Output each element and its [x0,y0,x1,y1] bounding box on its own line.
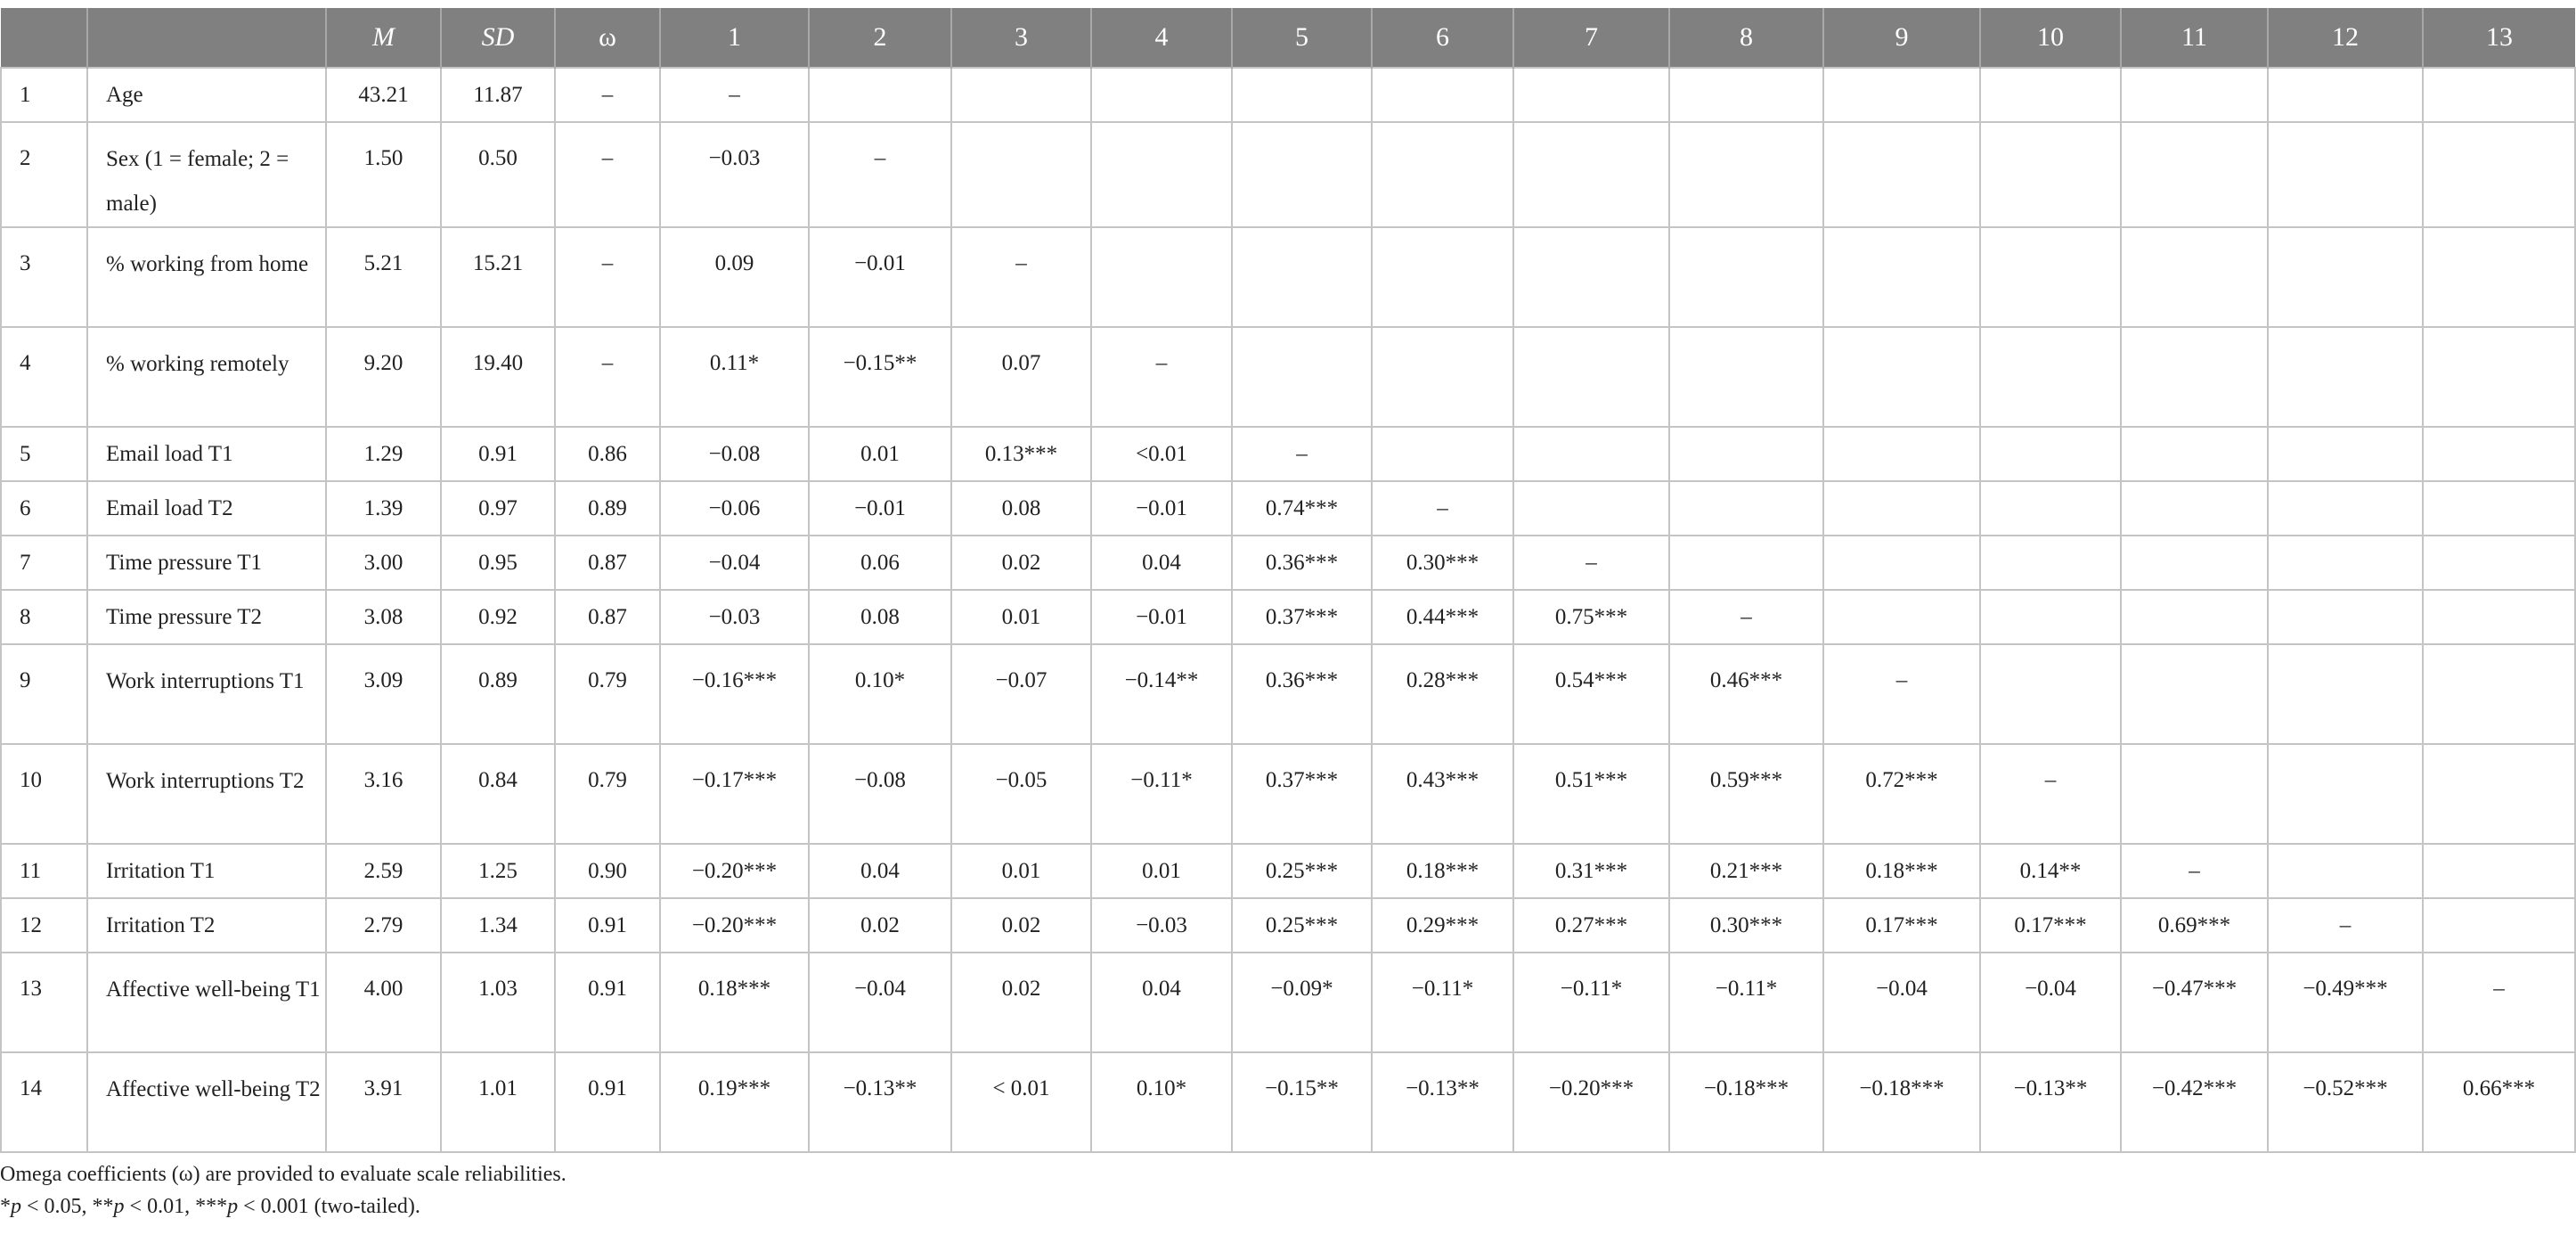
correlation-cell: −0.01 [1091,590,1232,644]
correlation-cell [2121,644,2268,744]
correlation-cell [2268,481,2423,536]
correlation-cell [2423,427,2575,481]
correlation-cell: −0.13** [1980,1052,2121,1152]
correlation-cell: 0.29*** [1372,898,1513,953]
mean-cell: 2.59 [326,844,441,898]
correlation-cell [1980,644,2121,744]
correlation-cell [2423,227,2575,327]
correlation-table [0,8,2576,1153]
correlation-cell: 0.17*** [1823,898,1980,953]
correlation-cell: 0.72*** [1823,744,1980,844]
mean-cell: 1.39 [326,481,441,536]
correlation-cell: – [2423,953,2575,1052]
correlation-cell: −0.16*** [660,644,809,744]
table-row [1,227,2575,327]
mean-cell: 43.21 [326,68,441,122]
table-row [1,953,2575,1052]
table-row [1,122,2575,227]
correlation-cell: 0.06 [809,536,951,590]
omega-cell: – [555,68,660,122]
variable-label: Sex (1 = female; 2 = male) [87,122,326,227]
correlation-cell: 0.18*** [1823,844,1980,898]
row-number: 10 [1,744,87,844]
correlation-cell [1823,427,1980,481]
correlation-cell [1980,481,2121,536]
correlation-cell: 0.09 [660,227,809,327]
column-header: 5 [1232,8,1372,68]
correlation-cell [1980,327,2121,427]
correlation-cell: – [1091,327,1232,427]
column-header: ω [555,8,660,68]
row-number: 8 [1,590,87,644]
correlation-cell [1823,481,1980,536]
correlation-cell: 0.11* [660,327,809,427]
correlation-cell [2268,327,2423,427]
correlation-cell [1513,481,1669,536]
correlation-cell [1669,327,1823,427]
correlation-cell: −0.47*** [2121,953,2268,1052]
correlation-cell: 0.14** [1980,844,2121,898]
correlation-cell: 0.01 [1091,844,1232,898]
table-row [1,427,2575,481]
row-number: 4 [1,327,87,427]
correlation-cell: −0.11* [1091,744,1232,844]
correlation-cell: 0.27*** [1513,898,1669,953]
correlation-cell [1372,122,1513,227]
column-header: 13 [2423,8,2575,68]
column-header: 7 [1513,8,1669,68]
sd-cell: 0.92 [441,590,555,644]
variable-label: Affective well-being T1 [87,953,326,1052]
correlation-cell: – [2121,844,2268,898]
sd-cell: 0.89 [441,644,555,744]
variable-label: Irritation T2 [87,898,326,953]
correlation-cell: −0.06 [660,481,809,536]
correlation-cell [1091,122,1232,227]
correlation-cell: 0.43*** [1372,744,1513,844]
correlation-cell [1823,227,1980,327]
correlation-cell [809,68,951,122]
sd-cell: 0.50 [441,122,555,227]
omega-cell: 0.89 [555,481,660,536]
correlation-cell: 0.37*** [1232,744,1372,844]
correlation-cell: 0.25*** [1232,844,1372,898]
column-header [1,8,87,68]
correlation-cell: 0.02 [951,898,1091,953]
mean-cell: 3.00 [326,536,441,590]
variable-label: Time pressure T1 [87,536,326,590]
correlation-cell [951,122,1091,227]
correlation-cell [2423,327,2575,427]
correlation-cell: −0.11* [1669,953,1823,1052]
correlation-cell [1091,68,1232,122]
correlation-cell: −0.18*** [1823,1052,1980,1152]
correlation-cell [1232,68,1372,122]
column-header: 9 [1823,8,1980,68]
correlation-cell: 0.69*** [2121,898,2268,953]
omega-cell: – [555,122,660,227]
correlation-cell: – [1232,427,1372,481]
sd-cell: 1.03 [441,953,555,1052]
correlation-cell: 0.13*** [951,427,1091,481]
correlation-cell [2121,536,2268,590]
table-row [1,644,2575,744]
correlation-cell [1980,68,2121,122]
correlation-cell: 0.36*** [1232,644,1372,744]
correlation-cell [1823,590,1980,644]
correlation-cell: −0.03 [660,122,809,227]
correlation-cell [2121,68,2268,122]
correlation-cell [2121,481,2268,536]
correlation-cell [1980,227,2121,327]
omega-cell: – [555,327,660,427]
variable-label: Time pressure T2 [87,590,326,644]
correlation-cell: 0.10* [809,644,951,744]
correlation-cell [1372,68,1513,122]
omega-cell: 0.91 [555,1052,660,1152]
correlation-cell: −0.42*** [2121,1052,2268,1152]
sd-cell: 1.25 [441,844,555,898]
mean-cell: 2.79 [326,898,441,953]
correlation-cell: 0.17*** [1980,898,2121,953]
correlation-cell: 0.75*** [1513,590,1669,644]
column-header: SD [441,8,555,68]
correlation-cell: 0.59*** [1669,744,1823,844]
column-header [87,8,326,68]
correlation-cell [1980,427,2121,481]
variable-label: % working remotely [87,327,326,427]
correlation-cell: −0.49*** [2268,953,2423,1052]
correlation-cell [1980,536,2121,590]
mean-cell: 3.91 [326,1052,441,1152]
correlation-cell: 0.21*** [1669,844,1823,898]
correlation-cell: 0.07 [951,327,1091,427]
correlation-cell: −0.14** [1091,644,1232,744]
correlation-cell: −0.20*** [660,844,809,898]
omega-cell: 0.91 [555,953,660,1052]
omega-cell: 0.79 [555,744,660,844]
correlation-cell [2423,590,2575,644]
correlation-cell [2268,122,2423,227]
header-row [1,8,2575,68]
correlation-cell [1823,327,1980,427]
correlation-cell: 0.18*** [660,953,809,1052]
column-header: 12 [2268,8,2423,68]
correlation-cell: −0.04 [1823,953,1980,1052]
correlation-cell [2268,744,2423,844]
sd-cell: 0.84 [441,744,555,844]
correlation-cell: 0.19*** [660,1052,809,1152]
correlation-cell: 0.02 [951,953,1091,1052]
correlation-cell: −0.05 [951,744,1091,844]
correlation-cell [1513,327,1669,427]
correlation-cell: −0.08 [809,744,951,844]
row-number: 11 [1,844,87,898]
mean-cell: 4.00 [326,953,441,1052]
correlation-cell: 0.74*** [1232,481,1372,536]
correlation-cell: 0.28*** [1372,644,1513,744]
sd-cell: 15.21 [441,227,555,327]
correlation-cell: 0.44*** [1372,590,1513,644]
correlation-cell [1980,590,2121,644]
correlation-cell: – [2268,898,2423,953]
variable-label: % working from home [87,227,326,327]
correlation-cell: – [1980,744,2121,844]
correlation-cell: −0.13** [809,1052,951,1152]
table-row [1,898,2575,953]
correlation-cell: −0.03 [660,590,809,644]
correlation-cell [2121,427,2268,481]
correlation-cell: 0.04 [1091,953,1232,1052]
correlation-cell: < 0.01 [951,1052,1091,1152]
correlation-cell: – [1669,590,1823,644]
correlation-cell [2423,122,2575,227]
correlation-cell: −0.04 [660,536,809,590]
correlation-cell [951,68,1091,122]
omega-cell: 0.91 [555,898,660,953]
row-number: 6 [1,481,87,536]
correlation-cell [2268,590,2423,644]
correlation-cell [2121,327,2268,427]
correlation-cell: −0.04 [1980,953,2121,1052]
correlation-cell [1669,68,1823,122]
correlation-cell: 0.31*** [1513,844,1669,898]
correlation-cell [1513,227,1669,327]
correlation-cell [2423,536,2575,590]
correlation-cell: 0.08 [951,481,1091,536]
omega-cell: 0.79 [555,644,660,744]
table-row [1,481,2575,536]
correlation-cell [1513,68,1669,122]
correlation-cell: 0.04 [809,844,951,898]
correlation-cell: −0.08 [660,427,809,481]
table-row [1,68,2575,122]
correlation-cell: −0.11* [1372,953,1513,1052]
correlation-cell [1669,481,1823,536]
mean-cell: 1.29 [326,427,441,481]
correlation-cell: 0.30*** [1669,898,1823,953]
column-header: 6 [1372,8,1513,68]
correlation-cell: 0.36*** [1232,536,1372,590]
table-body [1,68,2575,1152]
correlation-cell: −0.13** [1372,1052,1513,1152]
row-number: 13 [1,953,87,1052]
variable-label: Email load T1 [87,427,326,481]
correlation-cell [2423,481,2575,536]
mean-cell: 5.21 [326,227,441,327]
correlation-cell: 0.37*** [1232,590,1372,644]
correlation-cell: −0.07 [951,644,1091,744]
table-note-significance: *p < 0.05, **p < 0.01, ***p < 0.001 (two-tailed). [0,1195,420,1218]
correlation-cell: – [1513,536,1669,590]
variable-label: Email load T2 [87,481,326,536]
table-row [1,744,2575,844]
correlation-cell [2121,122,2268,227]
correlation-cell [1823,68,1980,122]
correlation-cell: – [951,227,1091,327]
mean-cell: 3.09 [326,644,441,744]
correlation-cell: −0.20*** [1513,1052,1669,1152]
correlation-cell: – [660,68,809,122]
correlation-cell [1669,536,1823,590]
correlation-cell: −0.11* [1513,953,1669,1052]
correlation-cell: 0.25*** [1232,898,1372,953]
sd-cell: 19.40 [441,327,555,427]
table-row [1,1052,2575,1152]
correlation-cell [2423,68,2575,122]
correlation-cell [2423,644,2575,744]
correlation-cell [2268,536,2423,590]
correlation-cell [2268,227,2423,327]
correlation-cell [1513,427,1669,481]
row-number: 14 [1,1052,87,1152]
correlation-cell [2268,427,2423,481]
correlation-cell [1669,227,1823,327]
correlation-cell [2268,644,2423,744]
column-header: 4 [1091,8,1232,68]
correlation-cell [2121,590,2268,644]
correlation-cell: −0.04 [809,953,951,1052]
correlation-cell: 0.02 [809,898,951,953]
correlation-cell: −0.01 [809,481,951,536]
correlation-cell [2121,744,2268,844]
row-number: 7 [1,536,87,590]
correlation-cell: 0.10* [1091,1052,1232,1152]
correlation-cell: – [1823,644,1980,744]
omega-cell: – [555,227,660,327]
correlation-cell: −0.52*** [2268,1052,2423,1152]
correlation-cell [2423,898,2575,953]
correlation-cell: 0.18*** [1372,844,1513,898]
correlation-cell: −0.03 [1091,898,1232,953]
correlation-cell: 0.02 [951,536,1091,590]
correlation-cell [1372,327,1513,427]
correlation-cell [1823,536,1980,590]
table-row [1,590,2575,644]
correlation-cell: −0.17*** [660,744,809,844]
correlation-cell [1232,327,1372,427]
correlation-cell: −0.18*** [1669,1052,1823,1152]
correlation-cell [1669,122,1823,227]
correlation-cell: 0.08 [809,590,951,644]
table-row [1,327,2575,427]
table-row [1,536,2575,590]
variable-label: Irritation T1 [87,844,326,898]
omega-cell: 0.87 [555,590,660,644]
correlation-cell [1372,227,1513,327]
column-header: 3 [951,8,1091,68]
correlation-cell: – [809,122,951,227]
sd-cell: 1.01 [441,1052,555,1152]
mean-cell: 9.20 [326,327,441,427]
column-header: 2 [809,8,951,68]
correlation-cell [1232,122,1372,227]
correlation-cell: −0.09* [1232,953,1372,1052]
table-note-omega: Omega coefficients (ω) are provided to evaluate scale reliabilities. [0,1163,567,1186]
variable-label: Work interruptions T1 [87,644,326,744]
column-header: 11 [2121,8,2268,68]
mean-cell: 3.08 [326,590,441,644]
sd-cell: 0.91 [441,427,555,481]
column-header: 10 [1980,8,2121,68]
correlation-cell [1823,122,1980,227]
correlation-cell: −0.01 [1091,481,1232,536]
row-number: 1 [1,68,87,122]
correlation-cell [2121,227,2268,327]
correlation-cell [1513,122,1669,227]
correlation-cell: 0.51*** [1513,744,1669,844]
correlation-cell: 0.04 [1091,536,1232,590]
correlation-cell: −0.15** [1232,1052,1372,1152]
variable-label: Age [87,68,326,122]
column-header: 1 [660,8,809,68]
correlation-cell [2268,68,2423,122]
correlation-cell [2423,744,2575,844]
correlation-cell: −0.01 [809,227,951,327]
row-number: 2 [1,122,87,227]
correlation-cell: 0.46*** [1669,644,1823,744]
variable-label: Affective well-being T2 [87,1052,326,1152]
row-number: 5 [1,427,87,481]
correlation-cell: −0.15** [809,327,951,427]
correlation-cell [1232,227,1372,327]
correlation-cell [1372,427,1513,481]
correlation-cell [1669,427,1823,481]
table-row [1,844,2575,898]
sd-cell: 0.97 [441,481,555,536]
correlation-cell [1980,122,2121,227]
correlation-cell: −0.20*** [660,898,809,953]
correlation-cell: 0.30*** [1372,536,1513,590]
omega-cell: 0.90 [555,844,660,898]
sd-cell: 11.87 [441,68,555,122]
mean-cell: 1.50 [326,122,441,227]
row-number: 3 [1,227,87,327]
correlation-cell: 0.01 [951,844,1091,898]
correlation-cell: <0.01 [1091,427,1232,481]
correlation-cell: 0.01 [809,427,951,481]
correlation-cell [2268,844,2423,898]
sd-cell: 0.95 [441,536,555,590]
variable-label: Work interruptions T2 [87,744,326,844]
column-header: M [326,8,441,68]
row-number: 9 [1,644,87,744]
correlation-cell: 0.01 [951,590,1091,644]
omega-cell: 0.86 [555,427,660,481]
correlation-cell [2423,844,2575,898]
correlation-cell: 0.66*** [2423,1052,2575,1152]
column-header: 8 [1669,8,1823,68]
correlation-cell: 0.54*** [1513,644,1669,744]
sd-cell: 1.34 [441,898,555,953]
row-number: 12 [1,898,87,953]
correlation-cell [1091,227,1232,327]
mean-cell: 3.16 [326,744,441,844]
correlation-cell: – [1372,481,1513,536]
omega-cell: 0.87 [555,536,660,590]
